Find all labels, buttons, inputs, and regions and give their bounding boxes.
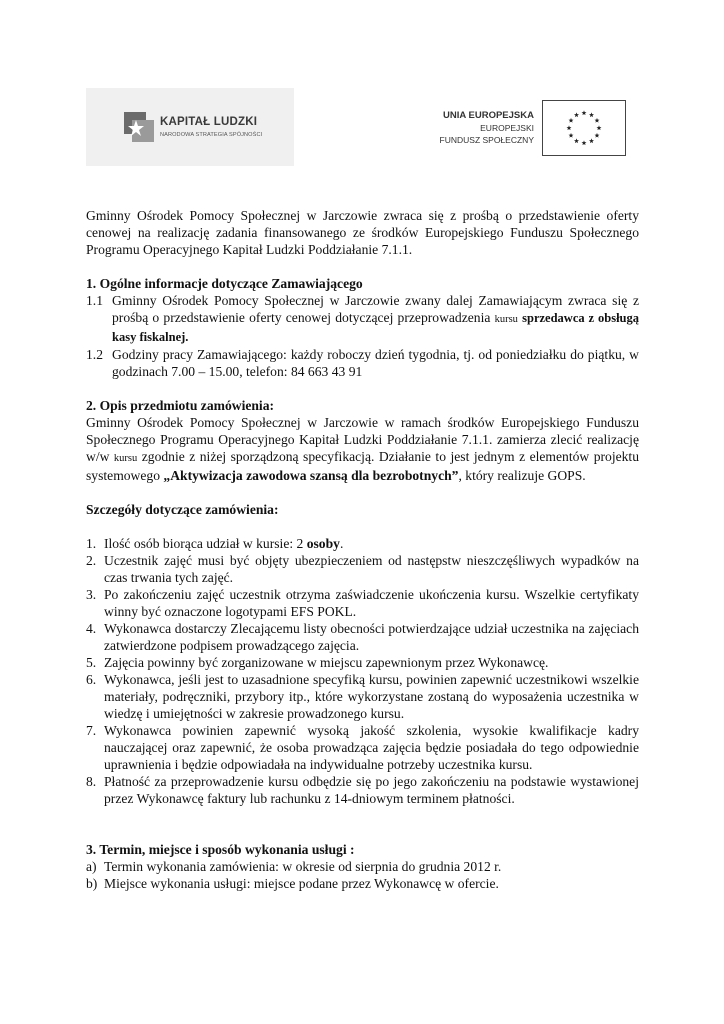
eu-star-icon — [597, 125, 602, 130]
eu-flag-icon — [542, 100, 626, 156]
list-item — [86, 773, 639, 807]
section1-heading: 1. Ogólne informacje dotyczące Zamawiającego — [86, 276, 363, 291]
list-item — [86, 858, 639, 875]
list-item-text: Termin wykonania zamówienia: w okresie od sierpnia do grudnia 2012 r. — [104, 859, 502, 874]
list-item-number: 4. — [86, 621, 97, 636]
list-item-text: Po zakończeniu zajęć uczestnik otrzyma zaświadczenie ukończenia kursu. Wszelkie certyfikaty winny być oznaczone logotypami EFS POKL. — [104, 587, 639, 619]
eu-star-icon — [582, 110, 587, 115]
list-item — [86, 552, 639, 586]
list-item — [86, 875, 639, 892]
item-text: Gminny Ośrodek Pomocy Społecznej w Jarczowie zwany dalej Zamawiającym zwraca się z prośbą o przedstawienie oferty cenowej dotyczącej przeprowadzenia — [112, 293, 639, 325]
kapital-ludzki-subtitle: NARODOWA STRATEGIA SPÓJNOŚCI — [160, 132, 263, 138]
eu-star-icon — [574, 112, 579, 117]
section2-text-b: zgodnie z niżej sporządzoną specyfikacją. Działanie to jest jednym z elementów projektu systemowego — [86, 449, 639, 483]
details-list — [86, 535, 639, 807]
details-heading: Szczegóły dotyczące zamówienia: — [86, 502, 279, 517]
list-item-number: 1. — [86, 536, 97, 551]
item-number: 1.2 — [86, 347, 103, 362]
list-item-bold: osoby — [306, 536, 340, 551]
list-item-text: Płatność za przeprowadzenie kursu odbędzie się po jego zakończeniu na podstawie wystawionej przez Wykonawcę faktury lub rachunku z 14-dniowym terminem płatności. — [104, 774, 639, 806]
list-item-text: Zajęcia powinny być zorganizowane w miejscu zapewnionym przez Wykonawcę. — [104, 655, 549, 670]
project-name: „Aktywizacja zawodowa szansą dla bezrobotnych” — [163, 468, 459, 483]
list-item-pre: Ilość osób biorąca udział w kursie: 2 — [104, 536, 307, 551]
list-item-text: Uczestnik zajęć musi być objęty ubezpieczeniem od następstw nieszczęśliwych wypadków na czas trwania tych zajęć. — [104, 553, 639, 585]
list-item-number: 2. — [86, 553, 97, 568]
list-item — [86, 671, 639, 722]
list-item-letter: a) — [86, 859, 97, 874]
eu-star-icon — [569, 133, 574, 138]
eu-line1: UNIA EUROPEJSKA — [443, 110, 534, 121]
eu-star-icon — [574, 138, 579, 143]
list-item-number: 8. — [86, 774, 97, 789]
eu-star-icon — [595, 118, 600, 123]
eu-logo-text — [440, 110, 534, 146]
list-item — [86, 654, 639, 671]
item-kursu: kursu — [494, 314, 518, 325]
list-item-letter: b) — [86, 876, 98, 891]
eu-star-icon — [582, 140, 587, 145]
list-item-post: . — [339, 536, 344, 551]
list-item-text: Wykonawca dostarczy Zlecającemu listy obecności potwierdzające udział uczestnika na zajęciach zatwierdzone podpisem prowadzącego zajęcia. — [104, 621, 639, 653]
list-item-text: Wykonawca powinien zapewnić wysoką jakość szkolenia, wysokie kwalifikacje kadry nauczającej oraz zapewnić, że osoba prowadząca zajęcia będzie posiadała do tego odpowiednie uprawnienia i będzie odpowiadała na indywidualne potrzeby uczestnika kursu. — [104, 723, 639, 772]
section2-text-c: , który realizuje GOPS. — [458, 468, 586, 483]
list-item — [86, 620, 639, 654]
eu-star-icon — [567, 125, 572, 130]
section3-list — [86, 858, 639, 892]
document-body — [86, 207, 639, 892]
list-item — [86, 586, 639, 620]
section2-kursu: kursu — [113, 453, 138, 464]
kapital-ludzki-logo — [86, 88, 294, 166]
eu-star-icon — [589, 112, 594, 117]
list-item-text: Miejsce wykonania usługi: miejsce podane przez Wykonawcę w ofercie. — [104, 876, 499, 891]
section1-item-1 — [86, 292, 639, 346]
intro-paragraph: Gminny Ośrodek Pomocy Społecznej w Jarczowie zwraca się z prośbą o przedstawienie oferty cenowej na realizację zadania finansowanego ze środków Europejskiego Funduszu Społecznego Programu Operacyjnego Kapitał Ludzki Poddziałanie 7.1.1. — [86, 208, 639, 257]
item-text: Godziny pracy Zamawiającego: każdy roboczy dzień tygodnia, tj. od poniedziałku do piątku, w godzinach 7.00 – 15.00, telefon: 84 663 43 91 — [112, 347, 639, 379]
eu-star-icon — [569, 118, 574, 123]
eu-star-icon — [595, 133, 600, 138]
list-item-number: 3. — [86, 587, 97, 602]
eu-star-icon — [589, 138, 594, 143]
section2-heading: 2. Opis przedmiotu zamówienia: — [86, 398, 275, 413]
list-item-number: 7. — [86, 723, 97, 738]
section2-text-a: Gminny Ośrodek Pomocy Społecznej w Jarczowie w ramach środków Europejskiego Funduszu Społecznego Programu Operacyjnego Kapitał Ludzki Poddziałanie 7.1.1. zamierza zlecić realizację w/w — [86, 415, 639, 464]
eu-line2: EUROPEJSKI — [480, 123, 534, 133]
list-item-number: 6. — [86, 672, 97, 687]
list-item-number: 5. — [86, 655, 97, 670]
section1-item-2 — [86, 346, 639, 380]
kapital-ludzki-emblem-icon — [118, 106, 164, 146]
list-item-text: Wykonawca, jeśli jest to uzasadnione specyfiką kursu, powinien zapewnić uczestnikowi wszelkie materiały, podręczniki, przybory itp., które wykorzystane zostaną do wyposażenia uczestnika w wiedzę i umiejętności w zakresie prowadzonego kursu. — [104, 672, 639, 721]
section3-heading: 3. Termin, miejsce i sposób wykonania usługi : — [86, 842, 355, 857]
eu-line3: FUNDUSZ SPOŁECZNY — [439, 135, 534, 145]
eu-logo — [400, 98, 638, 162]
item-bold-text: sprzedawca z obsługą kasy fiskalnej. — [112, 311, 639, 344]
section2-paragraph — [86, 414, 639, 484]
list-item — [86, 722, 639, 773]
item-number: 1.1 — [86, 293, 103, 308]
list-item — [86, 535, 639, 552]
kapital-ludzki-title: KAPITAŁ LUDZKI — [160, 116, 258, 128]
